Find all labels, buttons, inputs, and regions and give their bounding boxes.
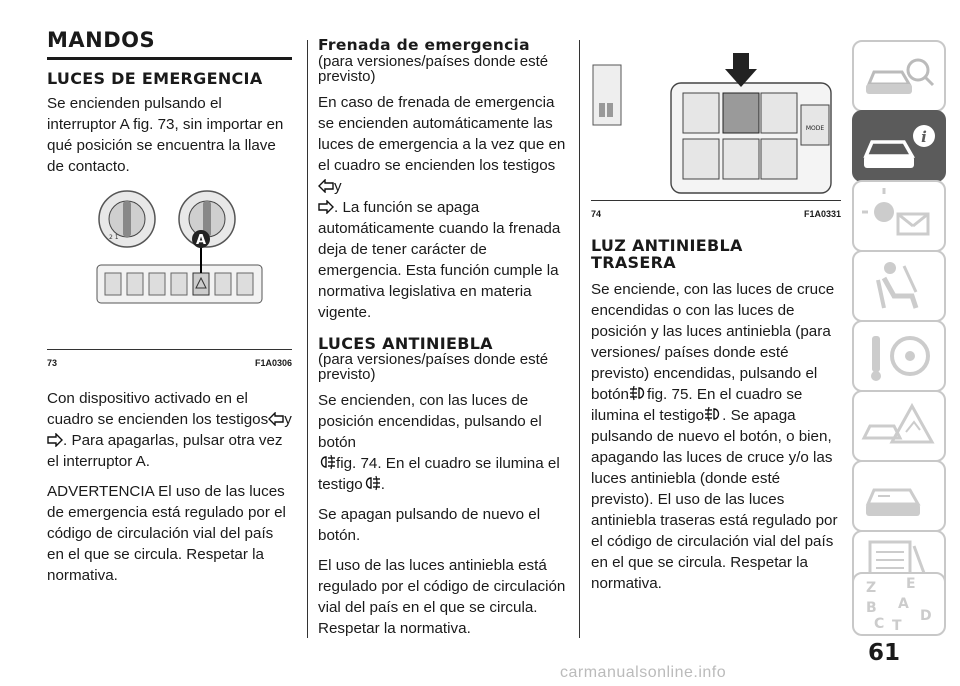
text: . [380,476,385,493]
index-letter: C [874,616,885,632]
index-letter: T [892,618,902,634]
watermark: carmanualsonline.info [560,664,727,681]
tab-vehicle-overview[interactable] [852,40,946,112]
figure-code: F1A0306 [254,358,292,368]
subheading: (para versiones/países donde esté previsto) [318,351,549,383]
section-title: MANDOS [47,28,156,52]
page-number: 61 [868,640,901,666]
text: . La función se apaga automáticamente cuando la frenada deja de tener carácter de emergencia. Esta función cumple la normativa legislativa en materia vigente. [318,199,561,321]
tab-index[interactable] [852,572,946,636]
figure-74-caption [591,201,841,225]
text: y [334,178,342,195]
text: y [284,411,292,428]
fog-light-switch-image [591,35,836,200]
paragraph-testigos [47,388,292,472]
column-2 [318,37,568,648]
index-letter: D [920,608,932,624]
marker-a: A [195,233,207,248]
car-info-icon [854,112,944,180]
figure-73 [47,187,292,350]
car-service-icon [854,462,944,530]
text: Se encienden, con las luces de posición encendidas, pulsando el botón [318,392,542,451]
hazard-right-arrow-icon [318,200,334,214]
index-letter: Z [866,580,877,596]
car-search-icon [854,42,944,110]
text: fig. 74. En el cuadro se ilumina el testigo [318,455,560,493]
tab-emergency[interactable] [852,390,946,462]
figure-code: F1A0331 [803,209,841,219]
rear-fog-light-icon [704,406,722,422]
heading-frenada: Frenada de emergencia [318,36,530,54]
tab-starting-driving[interactable] [852,320,946,392]
hazard-right-arrow-icon [47,433,63,447]
heading-luces-antiniebla: LUCES ANTINIEBLA [318,334,493,353]
paragraph-antiniebla-trasera [591,279,841,594]
tab-safety-lights[interactable] [852,180,946,252]
heading-luz-antiniebla-trasera: LUZ ANTINIEBLA TRASERA [591,236,743,272]
front-fog-light-icon [318,454,336,470]
paragraph: Se apagan pulsando de nuevo el botón. [318,506,541,544]
hazard-left-arrow-icon [318,179,334,193]
paragraph-frenada [318,92,568,323]
figure-number: 74 [591,209,602,219]
tab-maintenance[interactable] [852,460,946,532]
text: Con dispositivo activado en el cuadro se encienden los testigos [47,390,269,428]
text: Se enciende, con las luces de cruce encendidas o con las luces de posición y las luces antiniebla (para versiones/ países donde esté previsto) encendidas, pulsando el botón [591,281,835,403]
hazard-left-arrow-icon [268,412,284,426]
warning-lights-icon [854,182,944,250]
subheading: (para versiones/países donde esté previsto) [318,53,549,85]
text: . Se apaga pulsando de nuevo el botón, o bien, apagando las luces de cruce y/o las luces antiniebla (donde esté previsto). El uso de las luces antiniebla traseras está regulado por el código de circulación vial del país en el que se circula. Respetar la normativa. [591,407,838,592]
rear-fog-light-icon [629,385,647,401]
seat-airbag-icon [854,252,944,320]
figure-number: 73 [47,358,58,368]
svg-text:i: i [921,128,927,146]
index-letter: B [866,600,877,616]
paragraph-antiniebla [318,390,568,495]
column-divider-2 [579,40,580,638]
car-crash-icon [854,392,944,460]
index-letter: A [898,596,909,612]
text: En caso de frenada de emergencia se encienden automáticamente las luces de emergencia a la vez que en el cuadro se encienden los testigos [318,94,566,174]
figure-73-caption [47,350,292,374]
heading-luces-emergencia: LUCES DE EMERGENCIA [47,69,263,88]
tab-safety[interactable] [852,250,946,322]
column-1 [47,30,292,595]
column-3 [591,35,841,603]
column-divider-1 [307,40,308,638]
steering-wrench-icon [854,322,944,390]
tab-instruments-controls[interactable] [852,110,946,182]
paragraph-advertencia: ADVERTENCIA El uso de las luces de emergencia está regulado por el código de circulación vial del país en el que se circula. Respetar la normativa. [47,483,286,584]
text: fig. 75. En el cuadro se ilumina el testigo [591,386,803,424]
mode-label: MODE [805,125,825,132]
svg-text:2 1: 2 1 [109,234,119,241]
title-rule [47,57,292,60]
alphabet-index-icon [854,574,944,634]
index-letter: E [906,576,916,592]
front-fog-light-icon [363,475,381,491]
figure-74 [591,35,841,201]
text: . Para apagarlas, pulsar otra vez el interruptor A. [47,432,283,470]
paragraph: Se encienden pulsando el interruptor A fig. 73, sin importar en qué posición se encuentra la llave de contacto. [47,95,284,175]
dashboard-hazard-switch-image [47,187,292,349]
paragraph: El uso de las luces antiniebla está regulado por el código de circulación vial del país en el que se circula. Respetar la normativa. [318,557,566,637]
